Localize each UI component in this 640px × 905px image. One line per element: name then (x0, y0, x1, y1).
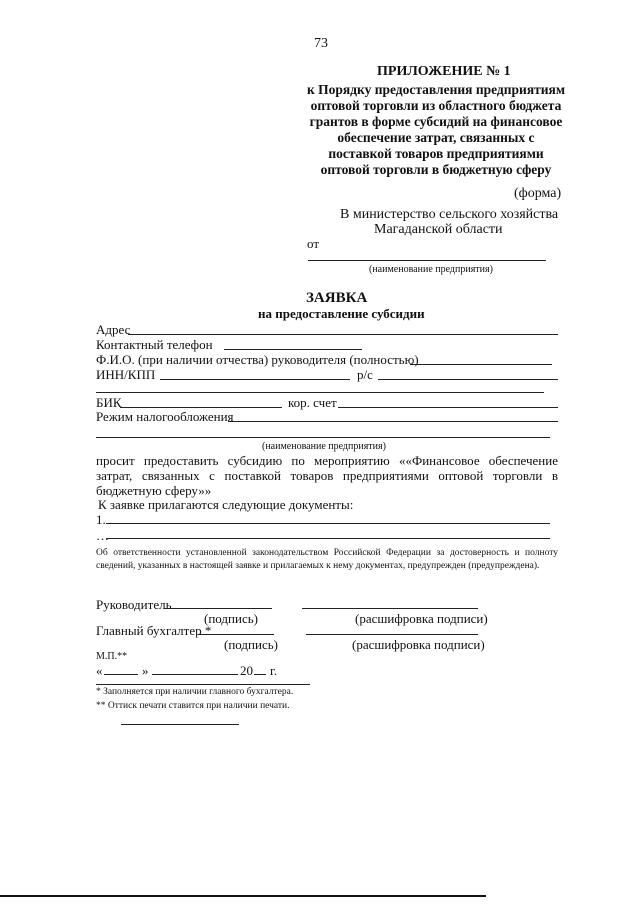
document-item-line[interactable] (106, 523, 550, 524)
rs-label: р/с (357, 367, 373, 382)
footnote-1: * Заполняется при наличии главного бухгалтера. (96, 687, 294, 697)
head-label: Руководитель (96, 597, 172, 612)
date-open-quote: « (96, 663, 103, 678)
footnote-2: ** Оттиск печати ставится при наличии печати. (96, 701, 290, 711)
bottom-rule (0, 895, 486, 897)
inn-label: ИНН/КПП (96, 367, 156, 382)
appendix-title: ПРИЛОЖЕНИЕ № 1 (377, 64, 511, 79)
request-text: просит предоставить субсидию по мероприятию ««Финансовое обеспечение затрат, связанных с поставкой товаров предприятиями оптовой торговли в бюджетную сферу»» (96, 453, 558, 498)
date-year-prefix: 20 (240, 663, 253, 678)
responsibility-note: Об ответственности установленной законодательством Российской Федерации за достоверность и полноту сведений, указанных в настоящей заявке и прилагаемых к нему документах, предупрежден (предупреждена). (96, 548, 558, 571)
rs-field[interactable] (378, 379, 558, 380)
date-year-line[interactable] (254, 674, 266, 675)
appendix-line: грантов в форме субсидий на финансовое (309, 114, 563, 129)
document-title: ЗАЯВКА (306, 290, 368, 306)
phone-label: Контактный телефон (96, 337, 213, 352)
appendix-description (305, 82, 567, 178)
short-rule (121, 724, 239, 725)
tax-field[interactable] (228, 421, 558, 422)
accountant-decode-caption: (расшифровка подписи) (352, 637, 485, 652)
inn-field[interactable] (160, 379, 350, 380)
director-label: Ф.И.О. (при наличии отчества) руководителя (полностью) (96, 352, 419, 367)
head-decode-caption: (расшифровка подписи) (355, 611, 488, 626)
accountant-decode-line[interactable] (306, 634, 478, 635)
bik-field[interactable] (120, 407, 282, 408)
head-signature-caption: (подпись) (204, 611, 258, 626)
appendix-line: обеспечение затрат, связанных с (337, 130, 535, 145)
page-number: 73 (314, 36, 328, 51)
documents-intro: К заявке прилагаются следующие документы: (98, 497, 354, 512)
head-signature-line[interactable] (164, 608, 272, 609)
appendix-line: к Порядку предоставления предприятиям (306, 82, 566, 97)
date-year-suffix: г. (270, 663, 278, 678)
from-label: от (307, 236, 320, 251)
accountant-label: Главный бухгалтер * (96, 623, 212, 638)
document-more-line[interactable] (106, 538, 550, 539)
accountant-signature-caption: (подпись) (224, 637, 278, 652)
korr-field[interactable] (338, 407, 558, 408)
date-day-line[interactable] (104, 674, 138, 675)
tax-label: Режим налогообложения (96, 409, 234, 424)
korr-label: кор. счет (288, 395, 337, 410)
from-underline (308, 260, 546, 261)
appendix-line: оптовой торговли в бюджетную сферу (320, 162, 552, 177)
stamp-label: М.П.** (96, 651, 128, 662)
addressee-line1: В министерство сельского хозяйства (340, 207, 559, 222)
accountant-signature-line[interactable] (198, 634, 274, 635)
org-name-line[interactable] (96, 437, 550, 438)
appendix-line: поставкой товаров предприятиями (328, 146, 544, 161)
footnote-separator (96, 684, 310, 685)
addressee-line2: Магаданской области (374, 222, 503, 237)
phone-field[interactable] (224, 349, 362, 350)
appendix-line: оптовой торговли из областного бюджета (310, 98, 562, 113)
head-decode-line[interactable] (302, 608, 478, 609)
document-item-number: 1. (96, 512, 106, 527)
date-close-quote: » (142, 663, 149, 678)
document-more: … (96, 528, 109, 543)
org-name-caption: (наименование предприятия) (262, 441, 386, 452)
bik-label: БИК (96, 395, 122, 410)
document-subtitle: на предоставление субсидии (258, 306, 425, 321)
director-field[interactable] (410, 364, 552, 365)
address-field[interactable] (128, 334, 558, 335)
from-caption: (наименование предприятия) (369, 264, 493, 275)
address-label: Адрес (96, 322, 131, 337)
date-month-line[interactable] (152, 674, 238, 675)
extra-line[interactable] (96, 392, 544, 393)
form-label: (форма) (514, 186, 562, 201)
